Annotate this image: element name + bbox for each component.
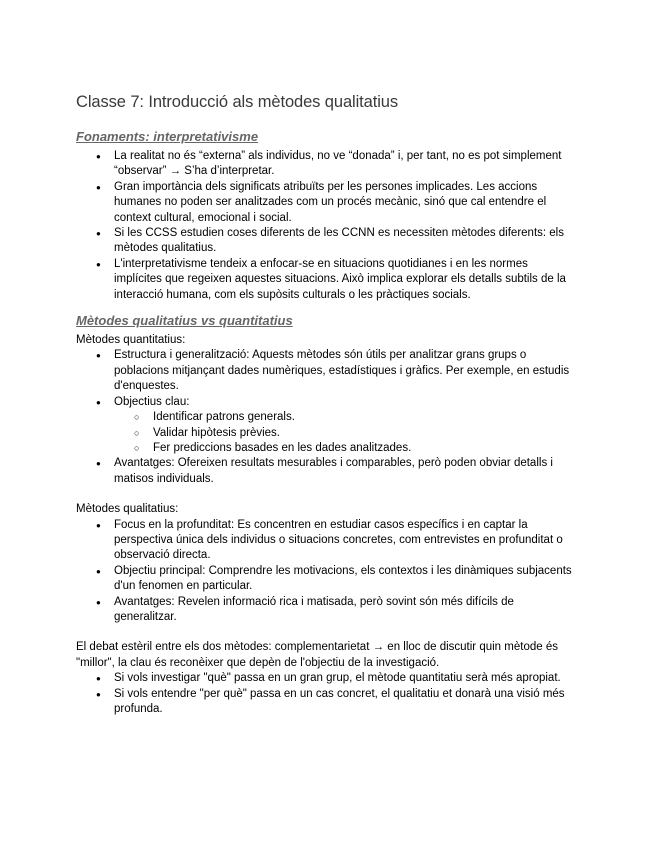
list-item: ● Focus en la profunditat: Es concentren en estudiar casos específics i en captar la perspectiva única dels individus o situacions concretes, com entrevistes en profunditat o observació directa. (76, 518, 576, 564)
list-item: ● Si vols investigar "què" passa en un gran grup, el mètode quantitatiu serà més apropiat. (76, 671, 576, 686)
debate-paragraph: El debat estèril entre els dos mètodes: complementarietat → en lloc de discutir quin mètode és "millor", la clau és reconèixer que depèn de l'objectiu de la investigació. (76, 641, 558, 669)
list-item: ● La realitat no és “externa” als individus, no ve “donada” i, per tant, no es pot simplement “observar” → S’ha d’interpretar. (76, 149, 576, 180)
list-item: ● L'interpretativisme tendeix a enfocar-se en situacions quotidianes i en les normes implícites que regeixen aquestes situacions. Això implica explorar els detalls subtils de la interacció humana, com els supòsits culturals o les pràctiques socials. (76, 257, 576, 303)
quant-list (76, 348, 576, 487)
debate-list (76, 671, 576, 717)
qual-label: Mètodes qualitatius: (76, 503, 179, 516)
section-heading-fonaments: Fonaments: interpretativisme (76, 129, 259, 144)
page-title: Classe 7: Introducció als mètodes qualitatius (76, 93, 399, 111)
sub-list-item: ○ Identificar patrons generals. (76, 410, 576, 425)
list-item: ● Objectiu principal: Comprendre les motivacions, els contextos i les dinàmiques subjacents d'un fenomen en particular. (76, 564, 576, 595)
objectius-sublist (114, 410, 576, 456)
list-item: ● Avantatges: Revelen informació rica i matisada, però sovint són més difícils de generalitzar. (76, 595, 576, 626)
document-page (76, 92, 576, 717)
qual-list (76, 518, 576, 626)
list-item: ● Gran importància dels significats atribuïts per les persones implicades. Les accions humanes no poden ser analitzades com un procés mecànic, sinó que cal entendre el context cultural, emocional i social. (76, 180, 576, 226)
fonaments-list (76, 149, 576, 303)
list-item: ● Si les CCSS estudien coses diferents de les CCNN es necessiten mètodes diferents: els mètodes qualitatius. (76, 226, 576, 257)
sub-list-item: ○ Fer prediccions basades en les dades analitzades. (76, 441, 576, 456)
section-heading-metodes: Mètodes qualitatius vs quantitatius (76, 313, 293, 329)
list-item-text: Objectius clau: (114, 395, 190, 408)
list-item (76, 395, 576, 457)
list-item: ● Si vols entendre "per què" passa en un cas concret, el qualitatiu et donarà una visió més profunda. (76, 687, 576, 718)
sub-list-item: ○ Validar hipòtesis prèvies. (76, 426, 576, 441)
quant-label: Mètodes quantitatius: (76, 334, 186, 347)
list-item: ● Avantatges: Ofereixen resultats mesurables i comparables, però poden obviar detalls i matisos individuals. (76, 456, 576, 487)
list-item: ● Estructura i generalització: Aquests mètodes són útils per analitzar grans grups o poblacions mitjançant dades numèriques, estadístiques i gràfics. Per exemple, en estudis d'enquestes. (76, 348, 576, 394)
